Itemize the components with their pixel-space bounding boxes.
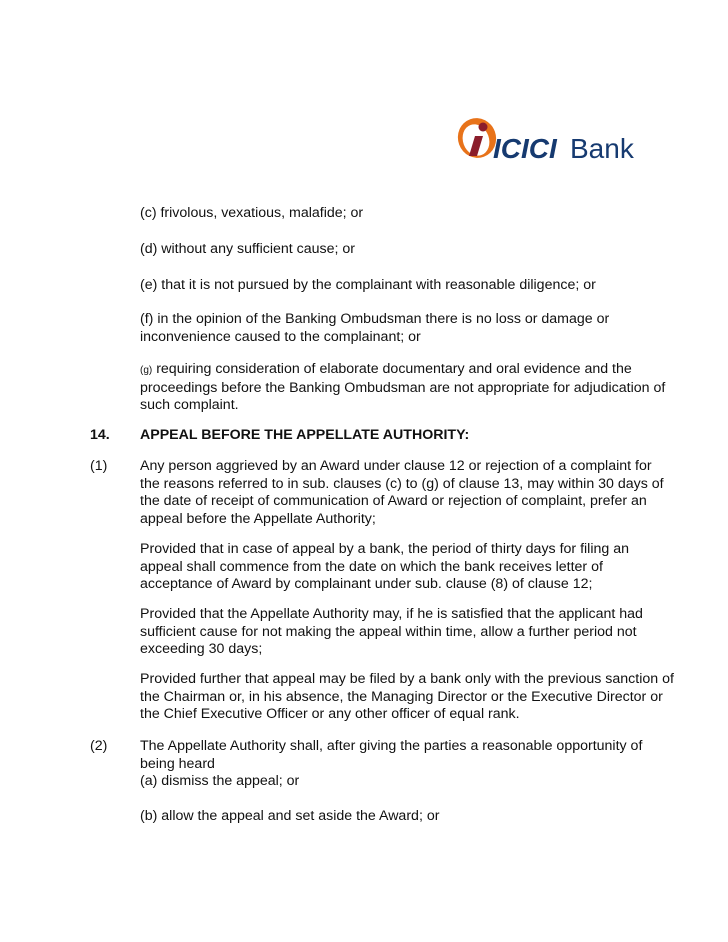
clause-14-2-b: (b) allow the appeal and set aside the Award; or [140,808,440,824]
clause-13-c: (c) frivolous, vexatious, malafide; or [140,205,364,221]
svg-text:Bank: Bank [570,133,634,164]
clause-14-1-text: Any person aggrieved by an Award under clause 12 or rejection of a complaint for the reasons referred to in sub. clauses (c) to (g) of clause 13, may within 30 days of the date of receipt of communication of Award or rejection of complaint, prefer an appeal before the Appellate Authority; [140,458,664,527]
clause-13-g-text: requiring consideration of elaborate documentary and oral evidence and the proceedings before the Banking Ombudsman are not appropriate for adjudication of such complaint. [140,361,666,413]
clause-13-e: (e) that it is not pursued by the complainant with reasonable diligence; or [140,277,596,293]
clause-14-2-number: (2) [90,738,108,754]
clause-14-2-a: (a) dismiss the appeal; or [140,773,300,789]
proviso-1: Provided that in case of appeal by a bank, the period of thirty days for filing an appeal shall commence from the date on which the bank receives letter of acceptance of Award by complainant under sub. clause (8) of clause 12; [140,541,629,592]
clause-13-f: (f) in the opinion of the Banking Ombudsman there is no loss or damage or inconvenience caused to the complainant; or [140,311,610,345]
clause-13-g-marker: (g) [140,365,153,376]
clause-13-g [140,361,670,415]
icici-bank-logo-graphic [455,116,665,164]
clause-13-d: (d) without any sufficient cause; or [140,241,356,257]
svg-text:ICICI: ICICI [493,133,557,164]
clause-14-number: 14. [90,427,110,443]
proviso-3: Provided further that appeal may be filed by a bank only with the previous sanction of the Chairman or, in his absence, the Managing Director or the Executive Director or the Chief Executive Officer or any other officer of equal rank. [140,671,674,722]
icici-bank-logo [455,116,665,164]
proviso-2: Provided that the Appellate Authority may, if he is satisfied that the applicant had sufficient cause for not making the appeal within time, allow a further period not exceeding 30 days; [140,606,643,657]
clause-14-1-number: (1) [90,458,108,474]
clause-14-heading: APPEAL BEFORE THE APPELLATE AUTHORITY: [140,427,470,443]
clause-14-2-text: The Appellate Authority shall, after giving the parties a reasonable opportunity of being heard [140,738,643,772]
